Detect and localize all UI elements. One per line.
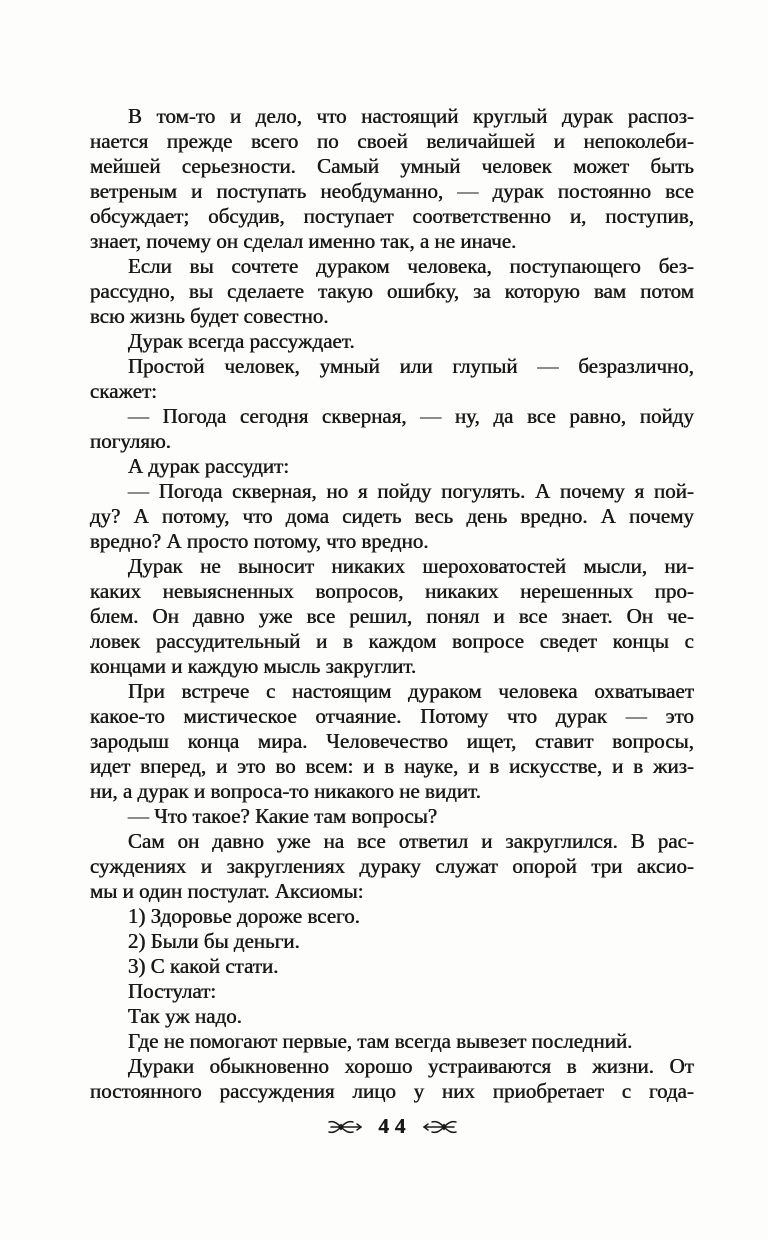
fleuron-left-icon — [327, 1118, 365, 1136]
text-line: — Погода скверная, но я пойду погулять. А почему я пой- — [128, 479, 694, 503]
text-line: Простой человек, умный или глупый — безразлично, — [128, 354, 694, 378]
text-line: 1) Здоровье дороже всего. — [128, 904, 360, 928]
text-line: Постулат: — [128, 979, 217, 1003]
text-line: суждениях и закруглениях дураку служат опорой три аксио- — [90, 854, 694, 878]
text-line: ветреным и поступать необдуманно, — дурак постоянно все — [90, 179, 694, 203]
text-line: скажет: — [90, 379, 158, 403]
text-line: вредно? А просто потому, что вредно. — [90, 529, 429, 553]
text-line: ни, а дурак и вопроса-то никакого не видит. — [90, 779, 481, 803]
text-line: постоянного рассуждения лицо у них приобретает с года- — [90, 1079, 694, 1103]
text-line: Сам он давно уже на все ответил и закруглился. В рас- — [128, 829, 694, 853]
text-line: какое-то мистическое отчаяние. Потому что дурак — это — [90, 704, 694, 728]
text-line: ду? А потому, что дома сидеть весь день вредно. А почему — [90, 504, 694, 528]
text-line: В том-то и дело, что настоящий круглый дурак распоз- — [128, 104, 694, 128]
text-line: Дураки обыкновенно хорошо устраиваются в жизни. От — [128, 1054, 694, 1078]
text-line: всю жизнь будет совестно. — [90, 304, 329, 328]
text-line: мейшей серьезности. Самый умный человек может быть — [90, 154, 694, 178]
text-line: Где не помогают первые, там всегда вывезет последний. — [128, 1029, 633, 1053]
text-line: А дурак рассудит: — [128, 454, 290, 478]
text-line: мы и один постулат. Аксиомы: — [90, 879, 364, 903]
text-line: Если вы сочтете дураком человека, поступающего без- — [128, 254, 694, 278]
text-line: 3) С какой стати. — [128, 954, 279, 978]
text-line: знает, почему он сделал именно так, а не иначе. — [90, 229, 517, 253]
text-line: Дурак не выносит никаких шероховатостей мысли, ни- — [128, 554, 694, 578]
fleuron-right-icon — [420, 1118, 458, 1136]
text-line: — Что такое? Какие там вопросы? — [128, 804, 438, 828]
text-line: рассудно, вы сделаете такую ошибку, за которую вам потом — [90, 279, 694, 303]
text-line: идет вперед, и это во всем: и в науке, и в искусстве, и в жиз- — [90, 754, 694, 778]
text-line: При встрече с настоящим дураком человека охватывает — [128, 679, 694, 703]
text-line: каких невыясненных вопросов, никаких нерешенных про- — [90, 579, 694, 603]
text-line: ловек рассудительный и в каждом вопросе сведет концы с — [90, 629, 694, 653]
page-number: 44 — [378, 1114, 412, 1138]
text-line: блем. Он давно уже все решил, понял и все знает. Он че- — [90, 604, 694, 628]
text-line: концами и каждую мысль закруглит. — [90, 654, 417, 678]
text-line: Так уж надо. — [128, 1004, 243, 1028]
page-footer — [90, 1114, 694, 1139]
text-line: погуляю. — [90, 429, 172, 453]
text-line: 2) Были бы деньги. — [128, 929, 300, 953]
text-line: Дурак всегда рассуждает. — [128, 329, 355, 353]
text-line: обсуждает; обсудив, поступает соответственно и, поступив, — [90, 204, 694, 228]
text-line: — Погода сегодня скверная, — ну, да все равно, пойду — [128, 404, 694, 428]
text-line: зародыш конца мира. Человечество ищет, ставит вопросы, — [90, 729, 694, 753]
text-block — [90, 104, 694, 1104]
text-line: нается прежде всего по своей величайшей и непоколеби- — [90, 129, 694, 153]
